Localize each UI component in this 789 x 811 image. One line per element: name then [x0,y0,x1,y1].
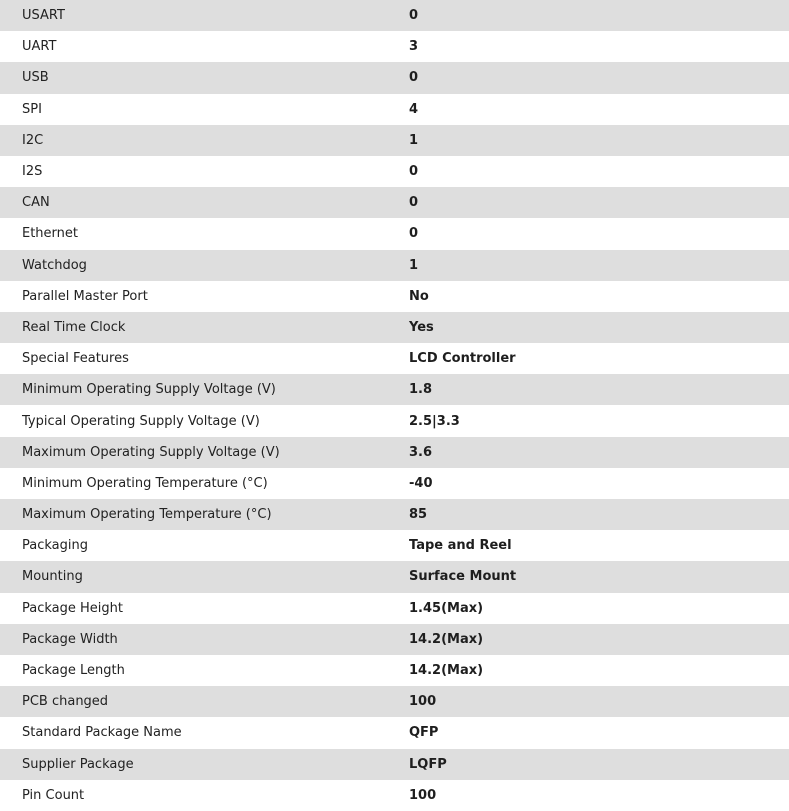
spec-value: Tape and Reel [409,538,512,554]
spec-row-max-temperature [0,499,789,530]
spec-label: Parallel Master Port [22,288,148,304]
spec-value: QFP [409,725,439,741]
spec-value: 0 [409,70,419,86]
spec-row-max-supply-voltage [0,437,789,468]
spec-label: USART [22,8,65,24]
spec-row-usart [0,0,789,31]
spec-value: 0 [409,226,419,242]
spec-row-package-height [0,593,789,624]
spec-value: 3.6 [409,444,433,460]
spec-row-usb [0,62,789,93]
spec-row-pin-count [0,780,789,811]
spec-value: Yes [409,319,434,335]
spec-value: 4 [409,101,419,117]
spec-value: LQFP [409,756,447,772]
spec-label: Standard Package Name [22,725,182,741]
spec-value: 3 [409,39,419,55]
spec-label: Pin Count [22,787,85,803]
spec-value: 2.5|3.3 [409,413,460,429]
spec-value: 1 [409,257,419,273]
spec-row-i2s [0,156,789,187]
spec-label: Real Time Clock [22,319,126,335]
spec-row-packaging [0,530,789,561]
spec-row-pcb-changed [0,686,789,717]
spec-label: Typical Operating Supply Voltage (V) [22,413,260,429]
spec-label: CAN [22,195,50,211]
spec-label: USB [22,70,49,86]
spec-row-package-width [0,624,789,655]
spec-label: Mounting [22,569,83,585]
spec-row-standard-package-name [0,717,789,748]
spec-label: SPI [22,101,42,117]
spec-label: Package Width [22,631,118,647]
spec-label: Maximum Operating Temperature (°C) [22,507,272,523]
spec-label: Maximum Operating Supply Voltage (V) [22,444,280,460]
spec-value: 1.45(Max) [409,600,484,616]
spec-label: Ethernet [22,226,78,242]
spec-value: -40 [409,475,433,491]
spec-label: Supplier Package [22,756,134,772]
spec-row-special-features [0,343,789,374]
spec-row-supplier-package [0,749,789,780]
spec-row-real-time-clock [0,312,789,343]
spec-value: Surface Mount [409,569,517,585]
spec-label: Package Height [22,600,123,616]
spec-value: 1.8 [409,382,433,398]
spec-row-min-supply-voltage [0,374,789,405]
spec-row-min-temperature [0,468,789,499]
spec-row-watchdog [0,250,789,281]
spec-value: 85 [409,507,428,523]
spec-row-mounting [0,561,789,592]
spec-label: PCB changed [22,694,109,710]
spec-row-uart [0,31,789,62]
spec-label: Packaging [22,538,88,554]
spec-value: 0 [409,8,419,24]
spec-row-typ-supply-voltage [0,405,789,436]
spec-row-parallel-master-port [0,281,789,312]
spec-label: Package Length [22,663,125,679]
spec-row-can [0,187,789,218]
spec-label: UART [22,39,57,55]
spec-label: Minimum Operating Temperature (°C) [22,475,268,491]
spec-value: 100 [409,787,437,803]
spec-value: 14.2(Max) [409,631,484,647]
spec-row-package-length [0,655,789,686]
spec-row-spi [0,94,789,125]
spec-value: 14.2(Max) [409,663,484,679]
spec-label: I2S [22,164,43,180]
spec-value: 1 [409,132,419,148]
spec-value: LCD Controller [409,351,516,367]
spec-row-ethernet [0,218,789,249]
spec-value: 0 [409,164,419,180]
spec-label: Watchdog [22,257,87,273]
spec-value: 100 [409,694,437,710]
spec-label: Minimum Operating Supply Voltage (V) [22,382,276,398]
spec-value: No [409,288,429,304]
spec-value: 0 [409,195,419,211]
spec-row-i2c [0,125,789,156]
spec-label: Special Features [22,351,129,367]
spec-label: I2C [22,132,44,148]
